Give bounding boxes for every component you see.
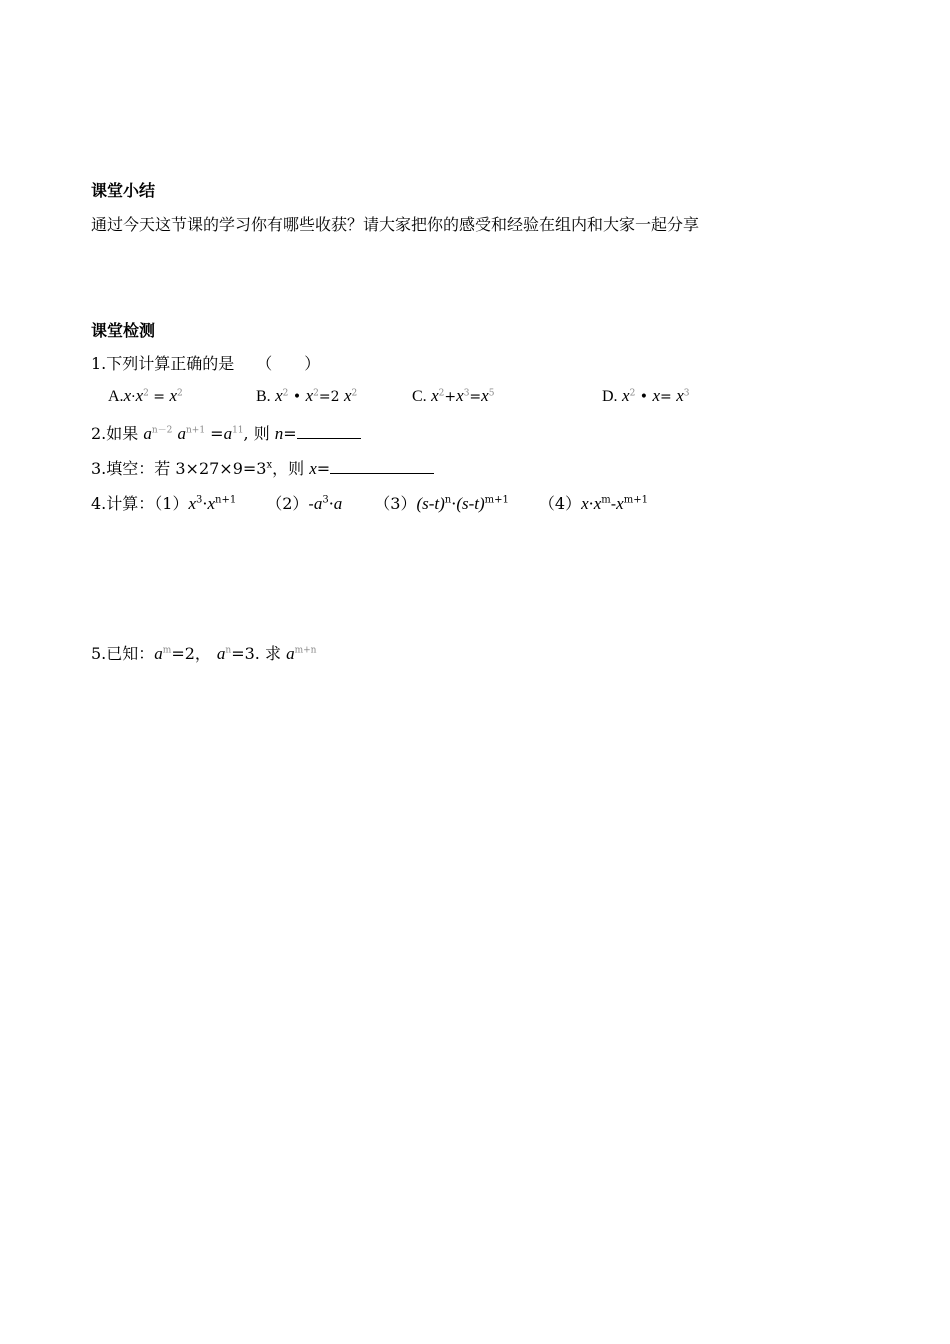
option-c[interactable]: C. $x^2+x^3=x^5$ [412,386,495,405]
q4-part-3: $(3)(s-t)^n\cdot(s-t)^{m+1}$ [374,494,509,513]
answer-blank-q3[interactable] [330,459,434,474]
q4-part-2: $(2)-a^3\cdot a$ [266,494,343,513]
q4-part-4: $(4)x\cdot x^m-x^{m+1}$ [538,494,648,513]
option-d[interactable]: D. $x^2$ • $x= x^3$ [602,386,690,405]
question-3: 3.填空：若 $3\times 27\times 9=3^x$，则 x= [91,456,434,479]
option-a[interactable]: $A.x\cdot x^2 = x^2$ [108,386,183,405]
summary-heading: 课堂小结 [91,181,156,200]
summary-text: 通过今天这节课的学习你有哪些收获？请大家把你的感受和经验在组内和大家一起分享 [91,215,700,234]
answer-blank-q2[interactable] [297,424,361,439]
question-4: 4.计算：$(1)x^3\cdot x^{n+1}$ $(2)-a^3\cdot a$ $(3)(s-t)^n\cdot(s-t)^{m+1}$ $(4)x\cdot x^m-x^{m+1}$ [91,494,648,513]
question-1-options [91,386,811,408]
option-b[interactable]: B. $x^2$ • $x^2=2$ $x^2$ [256,386,358,405]
answer-parentheses: （ ） [256,354,321,373]
question-1-text: 1.下列计算正确的是 [91,354,235,373]
question-2: 2.如果 $a^{n-2}$ $a^{n+1} =a^{11}$, 则 n= [91,421,361,444]
test-heading: 课堂检测 [91,321,156,340]
q4-part-1: $(1)x^3\cdot x^{n+1}$ [154,494,237,513]
question-5: 5.已知：$a^m=2$， $a^n=3$. 求 $a^{m+n}$ [91,644,317,663]
question-1-stem [91,351,320,374]
